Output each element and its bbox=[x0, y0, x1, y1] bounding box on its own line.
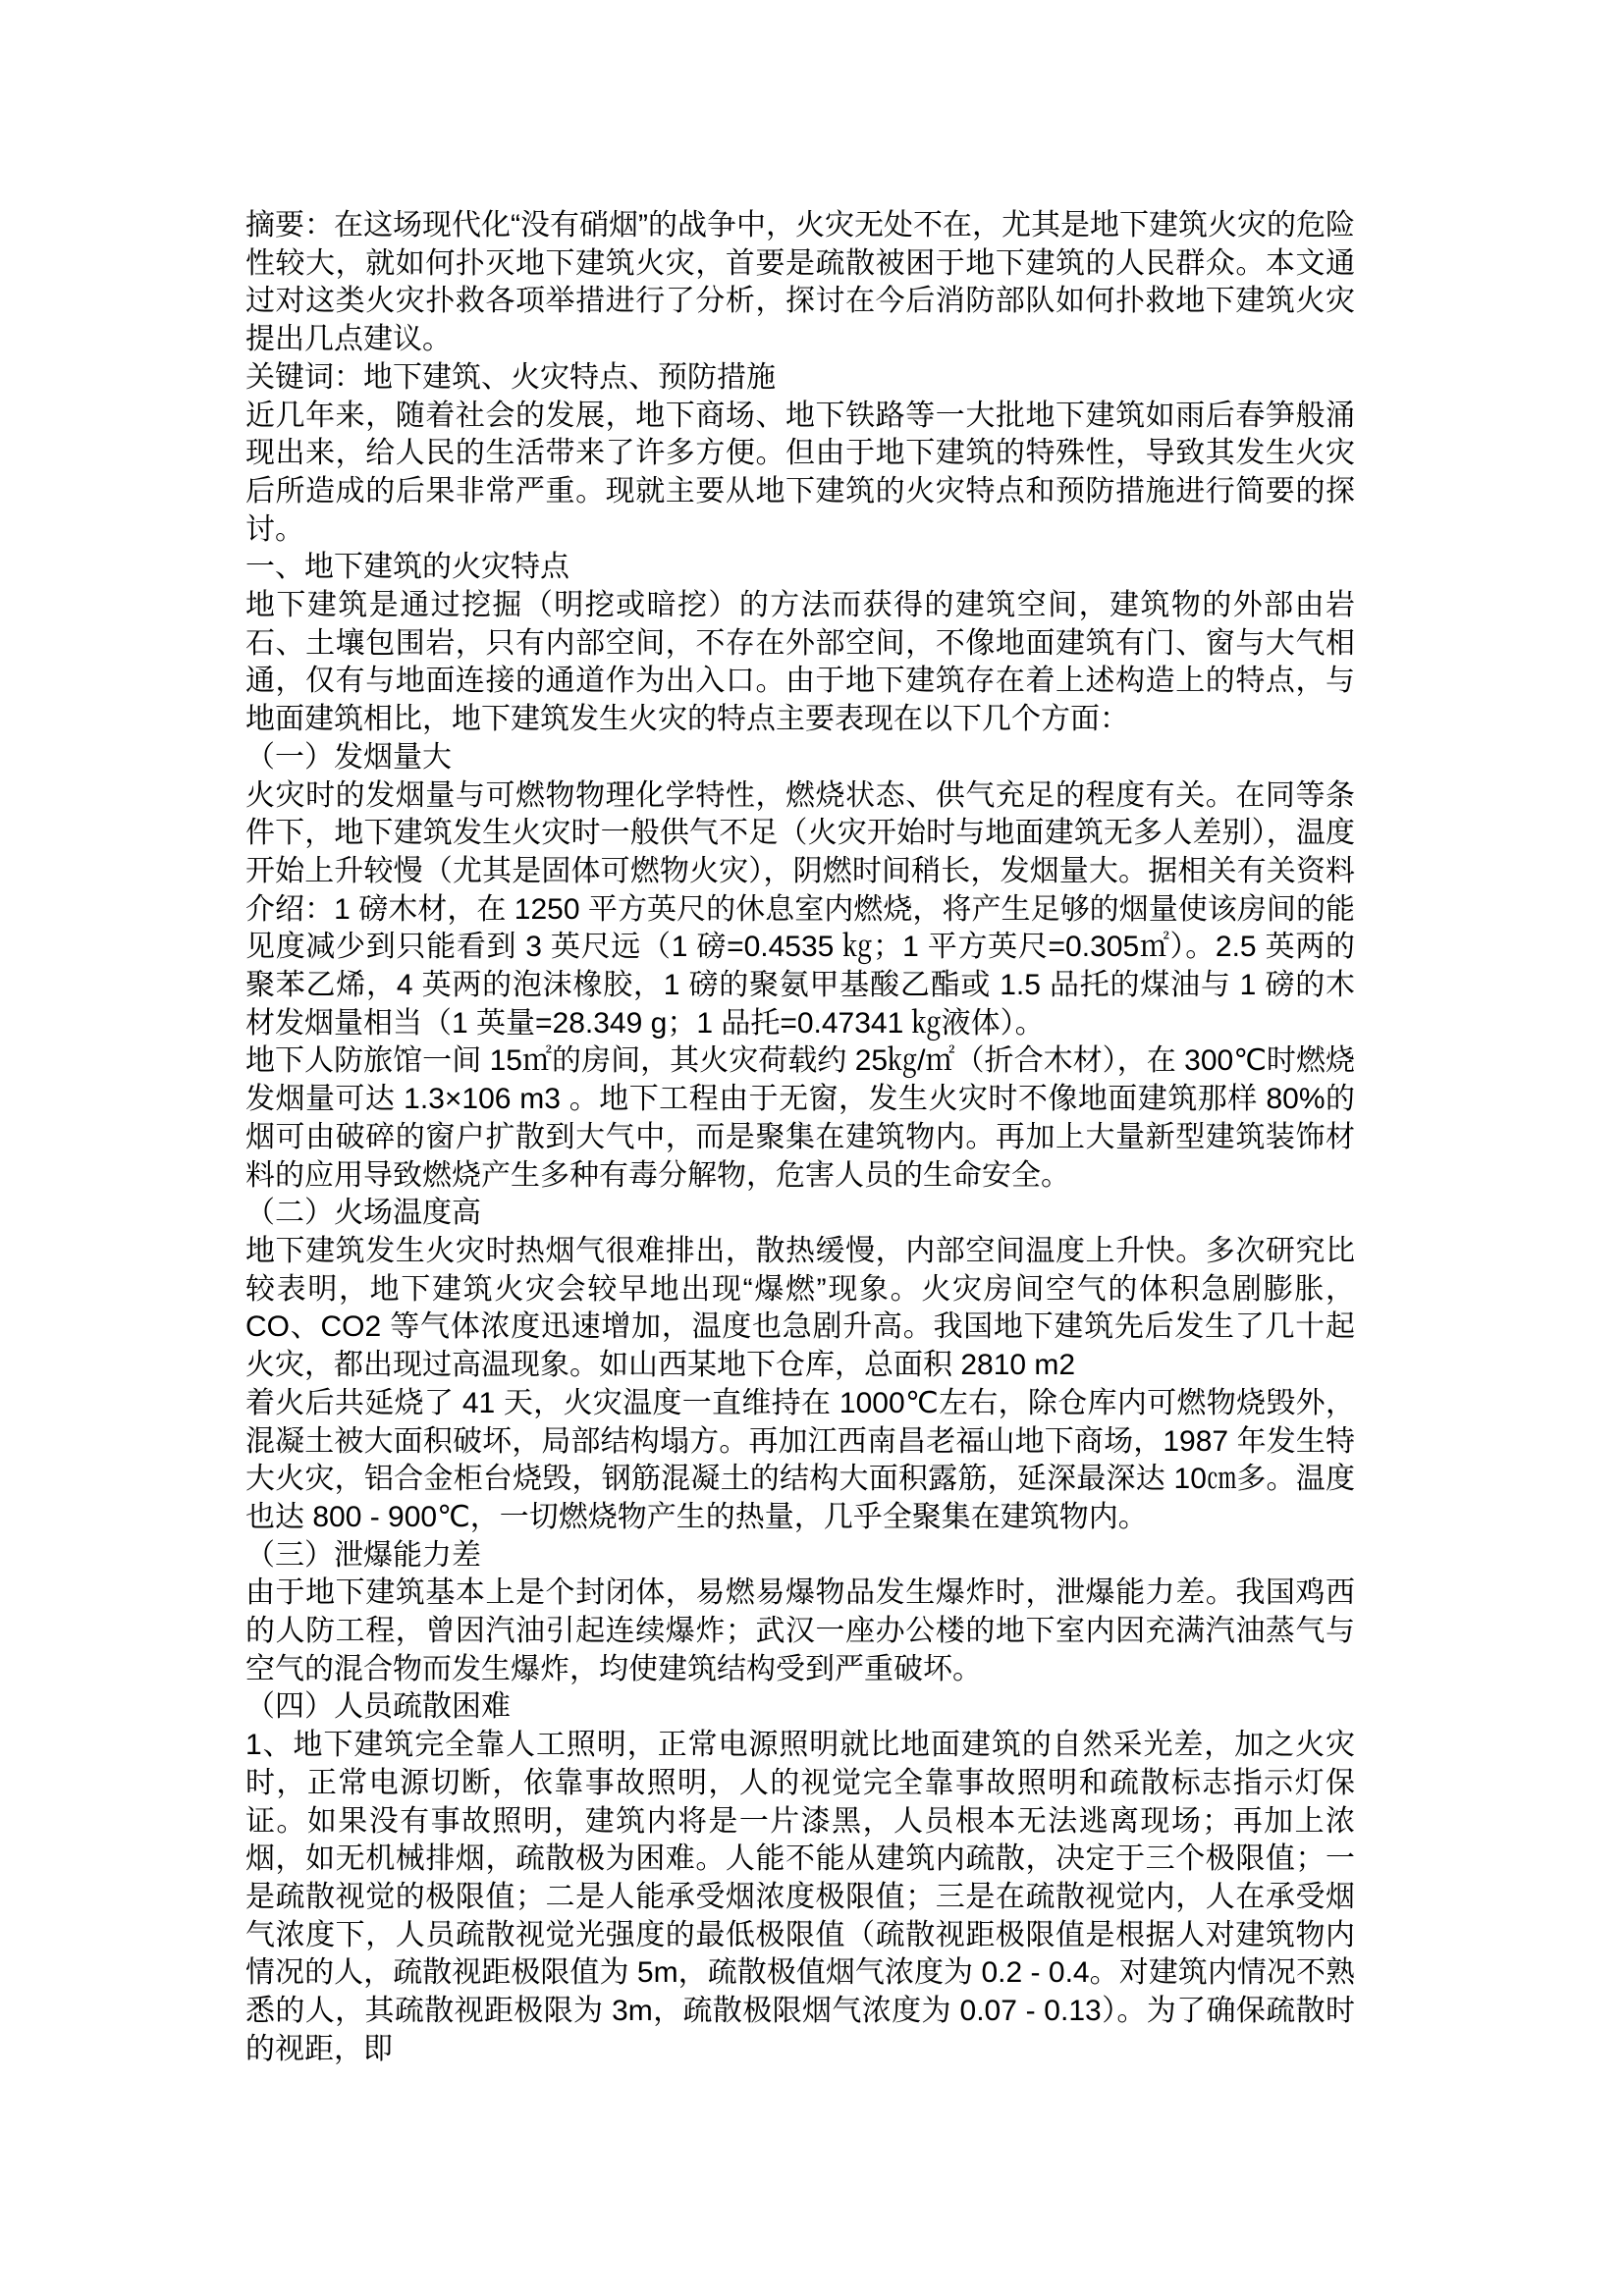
paragraph: 着火后共延烧了 41 天，火灾温度一直维持在 1000℃左右，除仓库内可燃物烧毁外，混凝土被大面积破坏，局部结构塌方。再加江西南昌老福山地下商场，1987 年发生特大火灾，铝合金柜台烧毁，钢筋混凝土的结构大面积露筋，延深最深达 10㎝多。温度也达 800 - 900℃，一切燃烧物产生的热量，几乎全聚集在建筑物内。 bbox=[245, 1386, 1355, 1533]
paragraph: 地下建筑是通过挖掘（明挖或暗挖）的方法而获得的建筑空间，建筑物的外部由岩石、土壤包围岩，只有内部空间，不存在外部空间，不像地面建筑有门、窗与大气相通，仅有与地面连接的通道作为出入口。由于地下建筑存在着上述构造上的特点，与地面建筑相比，地下建筑发生火灾的特点主要表现在以下几个方面： bbox=[245, 589, 1355, 736]
paragraph: 由于地下建筑基本上是个封闭体，易燃易爆物品发生爆炸时，泄爆能力差。我国鸡西的人防工程，曾因汽油引起连续爆炸；武汉一座办公楼的地下室内因充满汽油蒸气与空气的混合物而发生爆炸，均使建筑结构受到严重破坏。 bbox=[245, 1576, 1355, 1685]
paragraph: （三）泄爆能力差 bbox=[245, 1538, 481, 1572]
paragraph: （一）发烟量大 bbox=[245, 740, 452, 774]
paragraph: 近几年来，随着社会的发展，地下商场、地下铁路等一大批地下建筑如雨后春笋般涌现出来，给人民的生活带来了许多方便。但由于地下建筑的特殊性，导致其发生火灾后所造成的后果非常严重。现就主要从地下建筑的火灾特点和预防措施进行简要的探讨。 bbox=[245, 399, 1355, 546]
paragraph: 火灾时的发烟量与可燃物物理化学特性，燃烧状态、供气充足的程度有关。在同等条件下，地下建筑发生火灾时一般供气不足（火灾开始时与地面建筑无多人差别），温度开始上升较慢（尤其是固体可燃物火灾），阴燃时间稍长，发烟量大。据相关有关资料介绍：1 磅木材，在 1250 平方英尺的休息室内燃烧，将产生足够的烟量使该房间的能见度减少到只能看到 3 英尺远（1 磅=0.4535 ㎏；1 平方英尺=0.305㎡）。2.5 英两的聚苯乙烯，4 英两的泡沫橡胶，1 磅的聚氨甲基酸乙酯或 1.5 品托的煤油与 1 磅的木材发烟量相当（1 英量=28.349 g；1 品托=0.47341 ㎏液体）。 bbox=[245, 778, 1355, 1040]
document-body bbox=[245, 207, 1355, 2068]
paragraph: 一、地下建筑的火灾特点 bbox=[245, 551, 569, 584]
paragraph: （二）火场温度高 bbox=[245, 1197, 481, 1230]
paragraph: 摘要：在这场现代化“没有硝烟”的战争中，火灾无处不在，尤其是地下建筑火灾的危险性较大，就如何扑灭地下建筑火灾，首要是疏散被困于地下建筑的人民群众。本文通过对这类火灾扑救各项举措进行了分析，探讨在今后消防部队如何扑救地下建筑火灾提出几点建议。 bbox=[245, 209, 1355, 356]
paragraph: 地下建筑发生火灾时热烟气很难排出，散热缓慢，内部空间温度上升快。多次研究比较表明，地下建筑火灾会较早地出现“爆燃”现象。火灾房间空气的体积急剧膨胀，CO、CO2 等气体浓度迅速增加，温度也急剧升高。我国地下建筑先后发生了几十起火灾，都出现过高温现象。如山西某地下仓库，总面积 2810 m2 bbox=[245, 1234, 1355, 1382]
paragraph: 1、地下建筑完全靠人工照明，正常电源照明就比地面建筑的自然采光差，加之火灾时，正常电源切断，依靠事故照明，人的视觉完全靠事故照明和疏散标志指示灯保证。如果没有事故照明，建筑内将是一片漆黑，人员根本无法逃离现场；再加上浓烟，如无机械排烟，疏散极为困难。人能不能从建筑内疏散，决定于三个极限值；一是疏散视觉的极限值；二是人能承受烟浓度极限值；三是在疏散视觉内，人在承受烟气浓度下，人员疏散视觉光强度的最低极限值（疏散视距极限值是根据人对建筑物内情况的人，疏散视距极限值为 5m，疏散极值烟气浓度为 0.2 - 0.4。对建筑内情况不熟悉的人，其疏散视距极限为 3m，疏散极限烟气浓度为 0.07 - 0.13）。为了确保疏散时的视距，即 bbox=[245, 1729, 1355, 2065]
paragraph: （四）人员疏散困难 bbox=[245, 1690, 511, 1724]
paragraph: 关键词：地下建筑、火灾特点、预防措施 bbox=[245, 360, 776, 394]
paragraph: 地下人防旅馆一间 15㎡的房间，其火灾荷载约 25㎏/㎡（折合木材），在 300℃时燃烧发烟量可达 1.3×106 m3 。地下工程由于无窗，发生火灾时不像地面建筑那样 80%的烟可由破碎的窗户扩散到大气中，而是聚集在建筑物内。再加上大量新型建筑装饰材料的应用导致燃烧产生多种有毒分解物，危害人员的生命安全。 bbox=[245, 1044, 1355, 1192]
